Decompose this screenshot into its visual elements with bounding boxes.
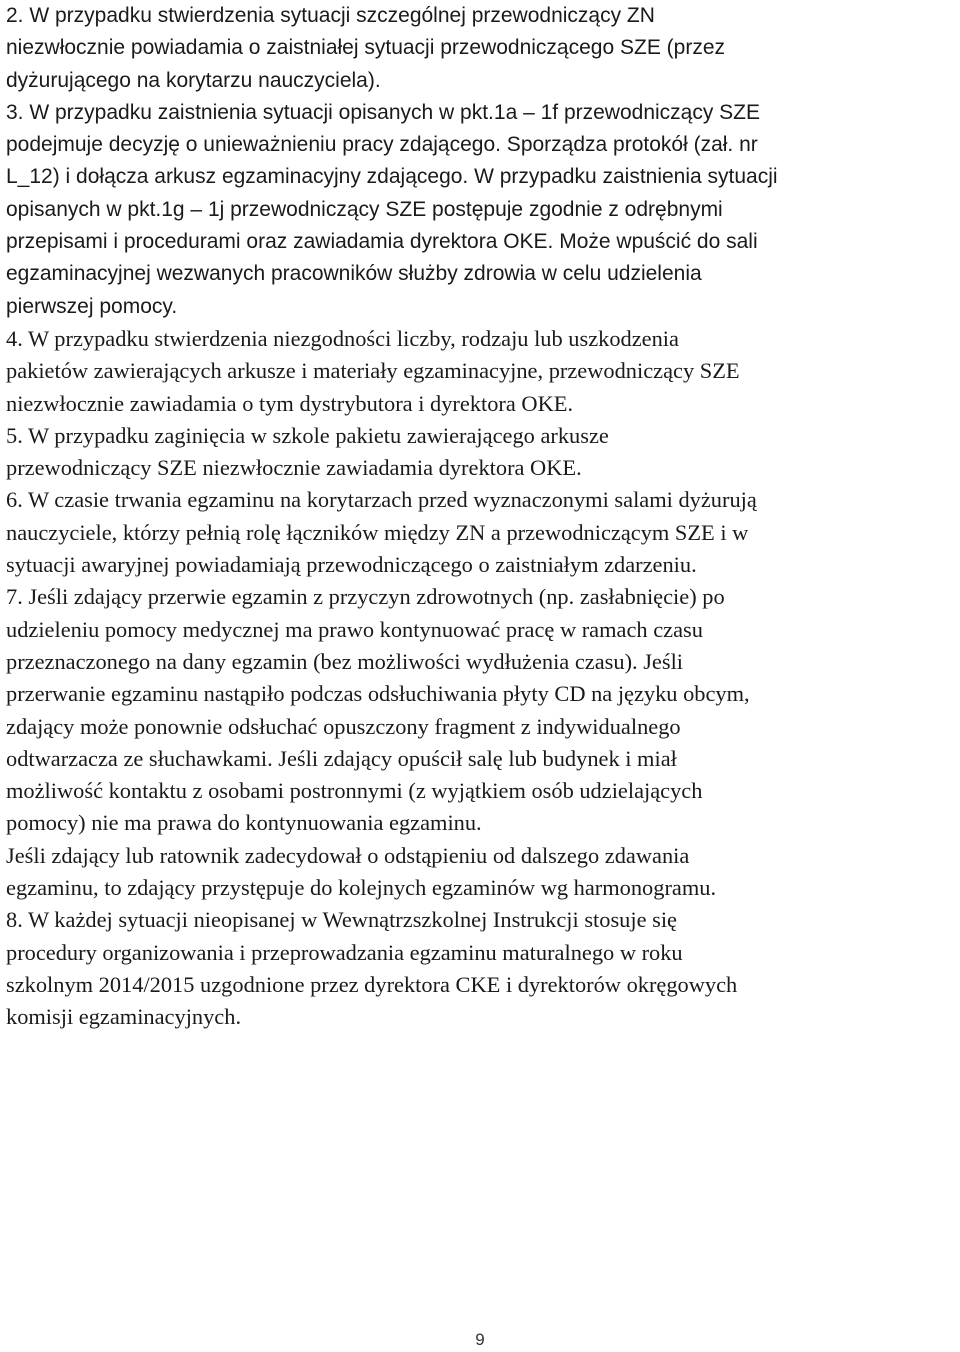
- text-line: 2. W przypadku stwierdzenia sytuacji szczególnej przewodniczący ZN: [6, 4, 655, 27]
- text-line: pakietów zawierających arkusze i materiały egzaminacyjne, przewodniczący SZE: [6, 358, 740, 384]
- text-line: procedury organizowania i przeprowadzania egzaminu maturalnego w roku: [6, 939, 683, 965]
- document-body: [6, 0, 956, 1034]
- text-line: udzieleniu pomocy medycznej ma prawo kontynuować pracę w ramach czasu: [6, 616, 703, 642]
- text-line: 6. W czasie trwania egzaminu na korytarzach przed wyznaczonymi salami dyżurują: [6, 487, 757, 513]
- text-line: zdający może ponownie odsłuchać opuszczony fragment z indywidualnego: [6, 713, 681, 739]
- text-line: pierwszej pomocy.: [6, 294, 178, 318]
- text-line: przeznaczonego na dany egzamin (bez możliwości wydłużenia czasu). Jeśli: [6, 648, 684, 674]
- text-line: 7. Jeśli zdający przerwie egzamin z przyczyn zdrowotnych (np. zasłabnięcie) po: [6, 584, 725, 610]
- text-line: 4. W przypadku stwierdzenia niezgodności liczby, rodzaju lub uszkodzenia: [6, 325, 679, 351]
- text-line: Jeśli zdający lub ratownik zadecydował o odstąpieniu od dalszego zdawania: [6, 842, 690, 868]
- text-line: niezwłocznie powiadamia o zaistniałej sytuacji przewodniczącego SZE (przez: [6, 36, 726, 60]
- text-line: 3. W przypadku zaistnienia sytuacji opisanych w pkt.1a – 1f przewodniczący SZE: [6, 100, 761, 124]
- text-line: szkolnym 2014/2015 uzgodnione przez dyrektora CKE i dyrektorów okręgowych: [6, 971, 738, 997]
- text-line: sytuacji awaryjnej powiadamiają przewodniczącego o zaistniałym zdarzeniu.: [6, 552, 697, 578]
- text-line: przewodniczący SZE niezwłocznie zawiadamia dyrektora OKE.: [6, 455, 582, 481]
- text-line: niezwłocznie zawiadamia o tym dystrybutora i dyrektora OKE.: [6, 390, 574, 416]
- text-line: opisanych w pkt.1g – 1j przewodniczący SZE postępuje zgodnie z odrębnymi: [6, 197, 723, 221]
- text-line: komisji egzaminacyjnych.: [6, 1004, 242, 1030]
- page-number: 9: [475, 1330, 485, 1349]
- text-line: egzaminacyjnej wezwanych pracowników służby zdrowia w celu udzielenia: [6, 262, 702, 286]
- text-line: nauczyciele, którzy pełnią rolę łączników między ZN a przewodniczącym SZE i w: [6, 519, 749, 545]
- text-line: przepisami i procedurami oraz zawiadamia dyrektora OKE. Może wpuścić do sali: [6, 230, 758, 254]
- text-line: egzaminu, to zdający przystępuje do kolejnych egzaminów wg harmonogramu.: [6, 875, 717, 901]
- text-line: możliwość kontaktu z osobami postronnymi (z wyjątkiem osób udzielających: [6, 778, 703, 804]
- text-line: 8. W każdej sytuacji nieopisanej w Wewnątrzszkolnej Instrukcji stosuje się: [6, 907, 677, 933]
- text-line: pomocy) nie ma prawa do kontynuowania egzaminu.: [6, 810, 482, 836]
- text-line: dyżurującego na korytarzu nauczyciela).: [6, 68, 381, 92]
- text-line: 5. W przypadku zaginięcia w szkole pakietu zawierającego arkusze: [6, 422, 609, 448]
- text-line: odtwarzacza ze słuchawkami. Jeśli zdający opuścił salę lub budynek i miał: [6, 745, 677, 771]
- text-line: przerwanie egzaminu nastąpiło podczas odsłuchiwania płyty CD na języku obcym,: [6, 681, 750, 707]
- text-line: L_12) i dołącza arkusz egzaminacyjny zdającego. W przypadku zaistnienia sytuacji: [6, 165, 778, 189]
- text-line: podejmuje decyzję o unieważnieniu pracy zdającego. Sporządza protokół (zał. nr: [6, 133, 758, 157]
